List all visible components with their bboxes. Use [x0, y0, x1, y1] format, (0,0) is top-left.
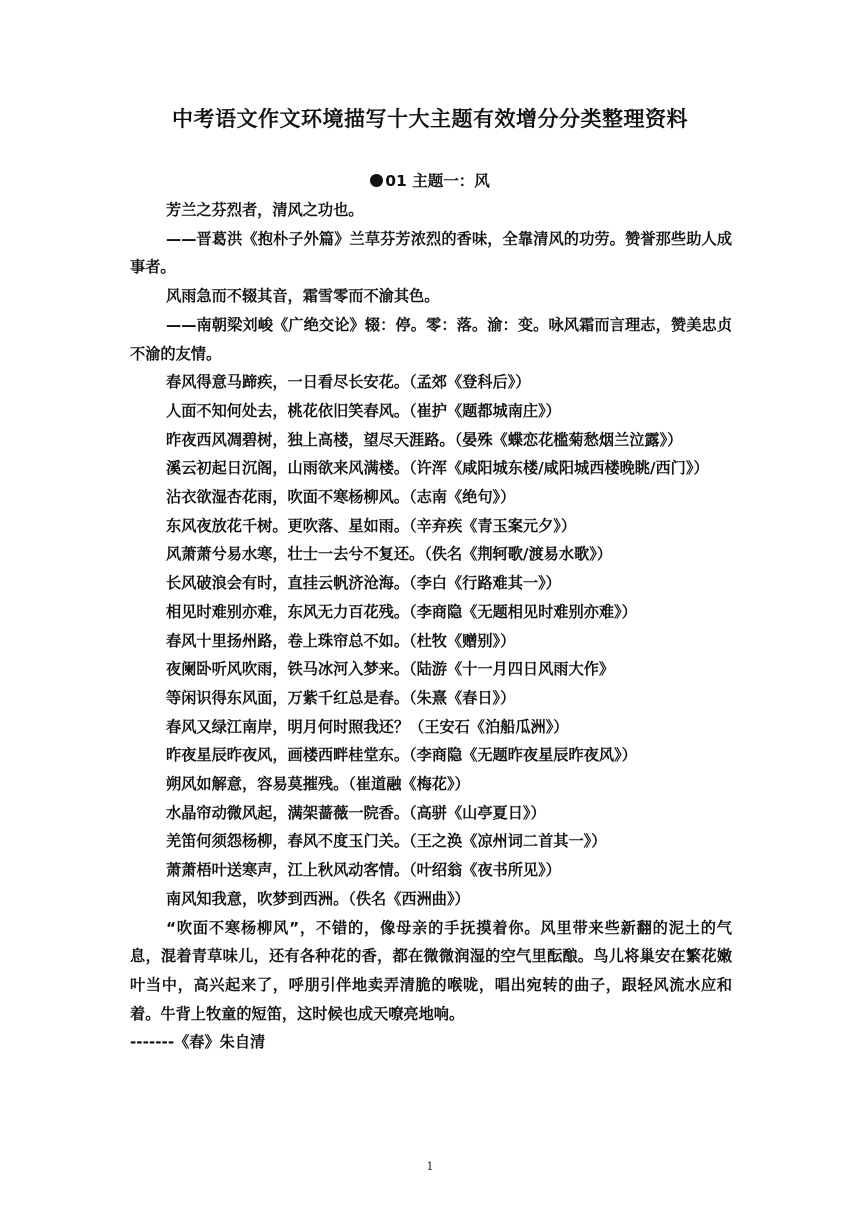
poem-line: 等闲识得东风面，万紫千红总是春。（朱熹《春日》）: [166, 688, 516, 707]
section-heading: [0, 169, 860, 191]
bullet-icon: [370, 174, 383, 187]
poem-line: 夜阑卧听风吹雨，铁马冰河入梦来。（陆游《十一月四日风雨大作》: [166, 660, 615, 679]
poem-line: 春风十里扬州路，卷上珠帘总不如。（杜牧《赠别》）: [166, 631, 516, 650]
poem-line: 水晶帘动微风起，满架蔷薇一院香。（高骈《山亭夏日》）: [166, 803, 546, 822]
poem-line: 昨夜西风凋碧树，独上高楼，望尽天涯路。（晏殊《蝶恋花槛菊愁烟兰泣露》）: [166, 430, 683, 449]
attribution: -------《春》朱自清: [130, 1033, 266, 1052]
poem-line: 东风夜放花千树。更吹落、星如雨。（辛弃疾《青玉案元夕》）: [166, 516, 577, 535]
poem-line: 人面不知何处去，桃花依旧笑春风。（崔护《题都城南庄》）: [166, 401, 561, 420]
poem-line: 长风破浪会有时，直挂云帆济沧海。（李白《行路难其一》）: [166, 574, 561, 593]
paragraph: 风雨急而不辍其音，霜雪零而不渝其色。: [166, 287, 440, 306]
section-heading-text: 01 主题一：风: [385, 172, 490, 190]
poem-line: 羌笛何须怨杨柳，春风不度玉门关。（王之涣《凉州词二首其一》）: [166, 832, 607, 851]
paragraph: ——晋葛洪《抱朴子外篇》兰草芬芳浓烈的香味，全靠清风的功劳。赞誉那些助人成事者。: [130, 229, 732, 277]
poem-line: 昨夜星辰昨夜风，画楼西畔桂堂东。（李商隐《无题昨夜星辰昨夜风》）: [166, 746, 637, 765]
poem-line: 春风得意马蹄疾，一日看尽长安花。（孟郊《登科后》）: [166, 373, 531, 392]
paragraph: 芳兰之芬烈者，清风之功也。: [166, 201, 364, 219]
poem-line: 相见时难别亦难，东风无力百花残。（李商隐《无题相见时难别亦难》）: [166, 602, 637, 621]
page-number: 1: [426, 1160, 434, 1173]
poem-line: 溪云初起日沉阁，山雨欲来风满楼。（许浑《咸阳城东楼/咸阳城西楼晚眺/西门》）: [166, 459, 709, 478]
document-title: 中考语文作文环境描写十大主题有效增分分类整理资料: [172, 107, 688, 131]
paragraph: ——南朝梁刘峻《广绝交论》辍：停。零：落。渝：变。咏风霜而言理志，赞美忠贞不渝的友情。: [130, 315, 732, 363]
poem-line: 风萧萧兮易水寒，壮士一去兮不复还。（佚名《荆轲歌/渡易水歌》）: [166, 545, 612, 564]
poem-line: 萧萧梧叶送寒声，江上秋风动客情。（叶绍翁《夜书所见》）: [166, 861, 561, 880]
poem-line: 沾衣欲湿杏花雨，吹面不寒杨柳风。（志南《绝句》）: [166, 488, 516, 507]
prose-paragraph: “吹面不寒杨柳风”，不错的，像母亲的手抚摸着你。风里带来些新翻的泥土的气息，混着青草味儿，还有各种花的香，都在微微润湿的空气里酝酿。鸟儿将巢安在繁花嫩叶当中，高兴起来了，呼朋引伴地卖弄清脆的喉咙，唱出宛转的曲子，跟轻风流水应和着。牛背上牧童的短笛，这时候也成天嘹亮地响。: [130, 918, 732, 1023]
poem-line: 南风知我意，吹梦到西洲。（佚名《西洲曲》）: [166, 889, 470, 908]
document-body: [130, 196, 732, 1057]
poem-line: 春风又绿江南岸，明月何时照我还？（王安石《泊船瓜洲》）: [166, 717, 569, 736]
poem-line: 朔风如解意，容易莫摧残。（崔道融《梅花》）: [166, 775, 470, 794]
